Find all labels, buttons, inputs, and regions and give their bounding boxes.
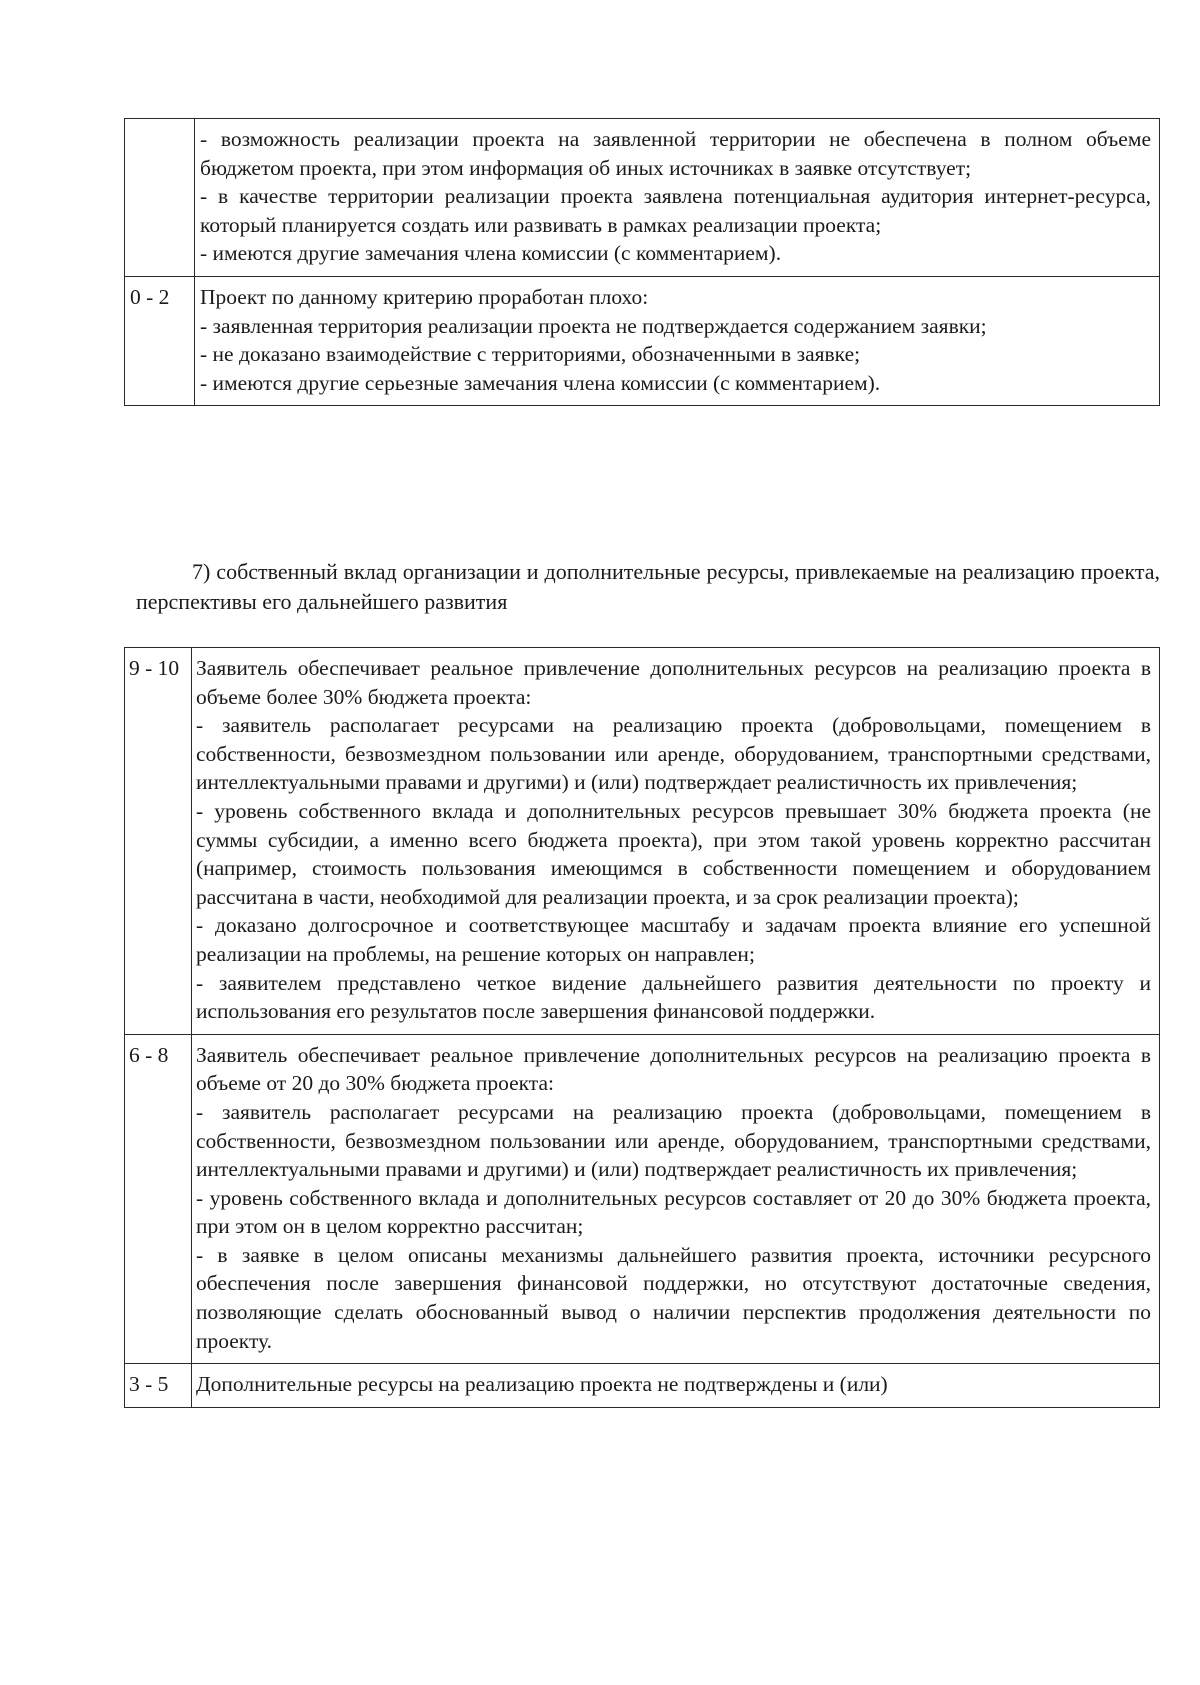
criterion-line: - возможность реализации проекта на заявленной территории не обеспечена в полном объеме бюджетом проекта, при этом информация об иных источниках в заявке отсутствует; xyxy=(200,127,1151,180)
criterion-line: - имеются другие серьезные замечания члена комиссии (с комментарием). xyxy=(200,370,881,395)
criterion-line: - доказано долгосрочное и соответствующее масштабу и задачам проекта влияние его успешной реализации на проблемы, на решение которых он направлен; xyxy=(196,913,1151,966)
score-cell: 0 - 2 xyxy=(125,276,195,405)
table-row xyxy=(125,276,1160,405)
score-cell: 9 - 10 xyxy=(125,648,192,1035)
section-heading: 7) собственный вклад организации и дополнительные ресурсы, привлекаемые на реализацию проекта, перспективы его дальнейшего развития xyxy=(136,559,1160,614)
criterion-line: - заявитель располагает ресурсами на реализацию проекта (добровольцами, помещением в собственности, безвозмездном пользовании или аренде, оборудованием, транспортными средствами, интеллектуальными правами и другими) и (или) подтверждает реалистичность их привлечения; xyxy=(196,713,1151,795)
table-row xyxy=(125,1364,1160,1408)
criterion-line: - уровень собственного вклада и дополнительных ресурсов превышает 30% бюджета проекта (не суммы субсидии, а именно всего бюджета проекта), при этом такой уровень корректно рассчитан (например, стоимость пользования имеющимся в собственности помещением и оборудованием рассчитана в части, необходимой для реализации проекта, и за срок реализации проекта); xyxy=(196,798,1151,909)
criterion-line: - уровень собственного вклада и дополнительных ресурсов составляет от 20 до 30% бюджета проекта, при этом он в целом корректно рассчитан; xyxy=(196,1185,1151,1239)
table-row xyxy=(125,119,1160,277)
score-cell: 3 - 5 xyxy=(125,1364,192,1408)
description-cell xyxy=(192,648,1160,1035)
criterion-line: Проект по данному критерию проработан плохо: xyxy=(200,284,649,309)
criterion-line: Заявитель обеспечивает реальное привлечение дополнительных ресурсов на реализацию проекта в объеме от 20 до 30% бюджета проекта: xyxy=(196,1042,1151,1096)
criterion-line: - в заявке в целом описаны механизмы дальнейшего развития проекта, источники ресурсного обеспечения после завершения финансовой поддержки, но отсутствуют достаточные сведения, позволяющие сделать обоснованный вывод о наличии перспектив продолжения деятельности по проекту. xyxy=(196,1242,1151,1353)
criterion-line: - заявитель располагает ресурсами на реализацию проекта (добровольцами, помещением в собственности, безвозмездном пользовании или аренде, оборудованием, транспортными средствами, интеллектуальными правами и другими) и (или) подтверждает реалистичность их привлечения; xyxy=(196,1099,1151,1182)
criterion-line: - в качестве территории реализации проекта заявлена потенциальная аудитория интернет-ресурса, который планируется создать или развивать в рамках реализации проекта; xyxy=(200,184,1151,237)
table-row xyxy=(125,1034,1160,1364)
criterion-line: Дополнительные ресурсы на реализацию проекта не подтверждены и (или) xyxy=(196,1372,888,1397)
criteria-table-continued xyxy=(124,118,1160,406)
description-cell xyxy=(195,119,1160,277)
criteria-table-section-7 xyxy=(124,647,1160,1408)
criterion-line: - заявителем представлено четкое видение дальнейшего развития деятельности по проекту и использования его результатов после завершения финансовой поддержки. xyxy=(196,970,1151,1024)
criterion-line: Заявитель обеспечивает реальное привлечение дополнительных ресурсов на реализацию проекта в объеме более 30% бюджета проекта: xyxy=(196,656,1151,709)
criterion-line: - имеются другие замечания члена комиссии (с комментарием). xyxy=(200,241,782,266)
table-row xyxy=(125,648,1160,1035)
score-cell: 6 - 8 xyxy=(125,1034,192,1364)
criterion-line: - не доказано взаимодействие с территориями, обозначенными в заявке; xyxy=(200,342,861,367)
criterion-line: - заявленная территория реализации проекта не подтверждается содержанием заявки; xyxy=(200,313,987,338)
description-cell xyxy=(192,1034,1160,1364)
score-cell xyxy=(125,119,195,277)
description-cell xyxy=(192,1364,1160,1408)
description-cell xyxy=(195,276,1160,405)
